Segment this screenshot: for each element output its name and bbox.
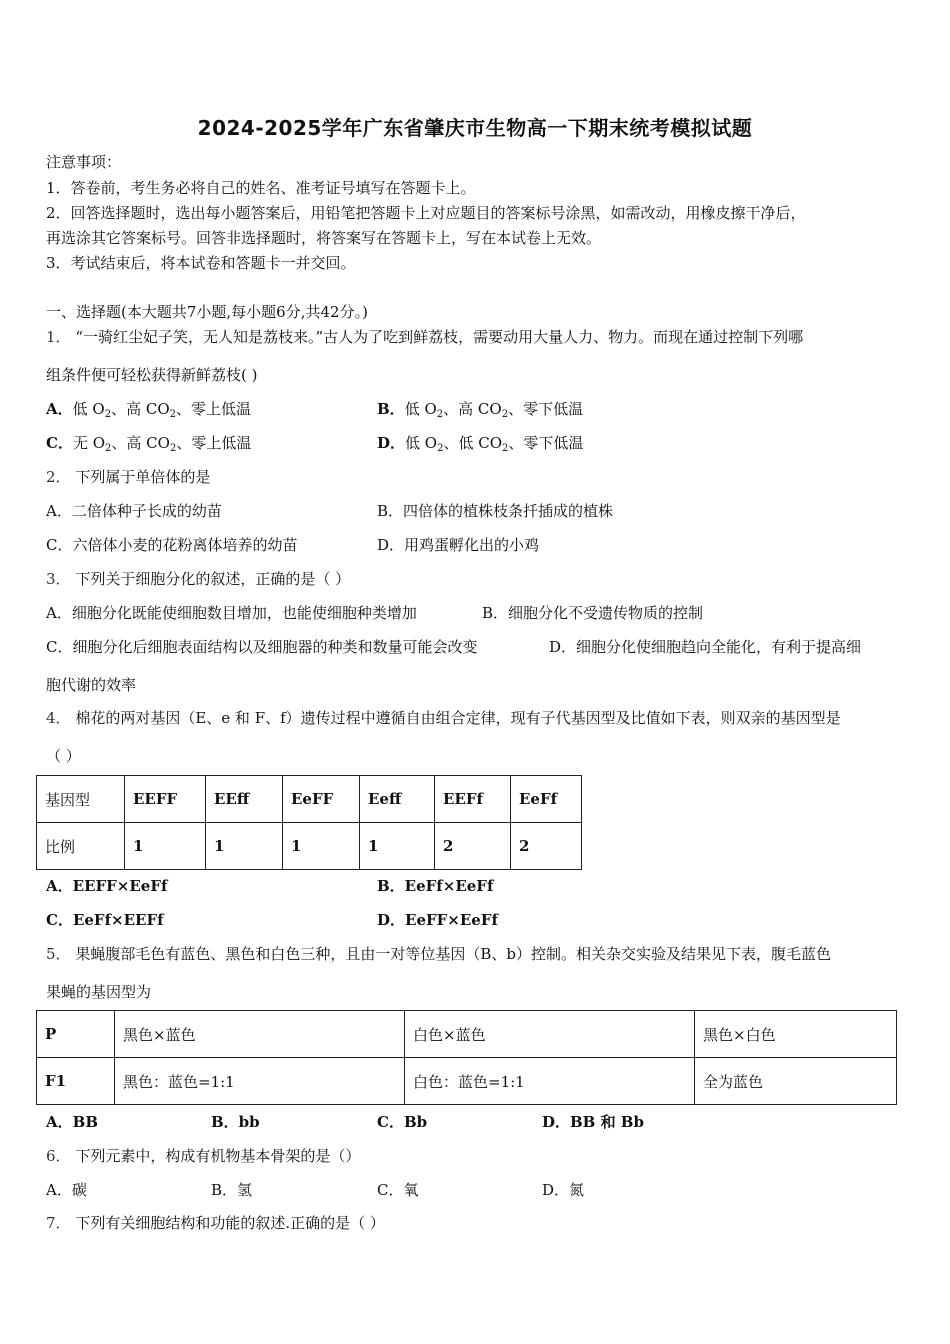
option-c[interactable]: C．六倍体小麦的花粉离体培养的幼苗 xyxy=(46,536,298,554)
table-row xyxy=(37,776,582,823)
table-cell: 全为蓝色 xyxy=(695,1058,897,1105)
option-a[interactable]: A．碳 xyxy=(46,1181,87,1199)
question-number: 1． xyxy=(46,328,71,346)
table-row xyxy=(37,1011,897,1058)
table-cell: 白色×蓝色 xyxy=(405,1011,695,1058)
genotype-table xyxy=(36,775,582,870)
option-a[interactable]: A．二倍体种子长成的幼苗 xyxy=(46,502,222,520)
section-heading: 一、选择题(本大题共7小题,每小题6分,共42分。) xyxy=(46,303,368,321)
question-text: 果蝇腹部毛色有蓝色、黑色和白色三种，且由一对等位基因（B、b）控制。相关杂交实验及结果见下表，腹毛蓝色 xyxy=(75,945,831,963)
table-cell: 1 xyxy=(206,823,283,870)
question-4-line-2: （ ） xyxy=(46,747,81,765)
option-a[interactable] xyxy=(46,398,251,420)
question-text: 下列属于单倍体的是 xyxy=(75,468,211,486)
subscript: 2 xyxy=(169,409,177,420)
question-number: 6． xyxy=(46,1147,71,1165)
table-cell: Eeff xyxy=(360,776,435,823)
option-c[interactable] xyxy=(46,432,251,454)
option-b[interactable]: B．细胞分化不受遗传物质的控制 xyxy=(482,604,704,622)
question-number: 3． xyxy=(46,570,71,588)
question-text: 下列关于细胞分化的叙述，正确的是（ ） xyxy=(75,570,351,588)
table-cell: EEFf xyxy=(435,776,511,823)
subscript: 2 xyxy=(104,409,112,420)
table-cell: 1 xyxy=(360,823,435,870)
question-2 xyxy=(46,466,210,487)
option-label: A． xyxy=(46,400,73,418)
option-text: 、零上低温 xyxy=(176,400,252,418)
option-text: 低 O xyxy=(72,400,105,418)
question-4 xyxy=(46,707,841,728)
table-cell: 2 xyxy=(511,823,582,870)
table-cell: 黑色×蓝色 xyxy=(115,1011,405,1058)
option-text: 、零上低温 xyxy=(176,434,252,452)
option-c[interactable]: C．细胞分化后细胞表面结构以及细胞器的种类和数量可能会改变 xyxy=(46,638,478,656)
option-c[interactable]: C．氧 xyxy=(377,1181,419,1199)
table-cell: 基因型 xyxy=(37,776,125,823)
question-text: “一骑红尘妃子笑，无人知是荔枝来。”古人为了吃到鲜荔枝，需要动用大量人力、物力。而现在通过控制下列哪 xyxy=(75,328,804,346)
question-number: 5． xyxy=(46,945,71,963)
option-label: B． xyxy=(377,400,405,418)
option-c[interactable]: C．EeFf×EEFf xyxy=(46,911,164,929)
table-cell: EeFF xyxy=(283,776,360,823)
cross-table xyxy=(36,1010,897,1105)
table-row xyxy=(37,1058,897,1105)
option-a[interactable]: A．细胞分化既能使细胞数目增加，也能使细胞种类增加 xyxy=(46,604,417,622)
option-d[interactable]: D．用鸡蛋孵化出的小鸡 xyxy=(377,536,540,554)
question-text: 下列有关细胞结构和功能的叙述.正确的是（ ） xyxy=(75,1214,385,1232)
table-cell: 1 xyxy=(125,823,206,870)
question-3 xyxy=(46,568,350,589)
question-number: 2． xyxy=(46,468,71,486)
option-d[interactable]: D．细胞分化使细胞趋向全能化，有利于提高细 xyxy=(549,638,862,656)
table-cell: F1 xyxy=(37,1058,115,1105)
question-5 xyxy=(46,943,831,964)
table-cell: 黑色：蓝色=1:1 xyxy=(115,1058,405,1105)
table-row xyxy=(37,823,582,870)
option-b[interactable]: B．四倍体的植株枝条扦插成的植株 xyxy=(377,502,614,520)
option-text: 、高 CO xyxy=(111,400,170,418)
option-b[interactable]: B．氢 xyxy=(211,1181,253,1199)
option-c[interactable]: C．Bb xyxy=(377,1113,428,1131)
subscript: 2 xyxy=(437,443,444,454)
option-d[interactable]: D．EeFF×EeFf xyxy=(377,911,498,929)
option-a[interactable]: A．EEFF×EeFf xyxy=(46,877,168,895)
question-text: 下列元素中，构成有机物基本骨架的是（） xyxy=(75,1147,361,1165)
option-text: 、高 CO xyxy=(443,400,502,418)
option-text: 无 O xyxy=(72,434,106,452)
option-d[interactable]: D．氮 xyxy=(542,1181,585,1199)
table-cell: P xyxy=(37,1011,115,1058)
option-text: 、高 CO xyxy=(111,434,170,452)
question-text: 棉花的两对基因（E、e 和 F、f）遗传过程中遵循自由组合定律，现有子代基因型及比值如下表，则双亲的基因型是 xyxy=(75,709,841,727)
table-cell: 比例 xyxy=(37,823,125,870)
table-cell: EeFf xyxy=(511,776,582,823)
question-1 xyxy=(46,326,803,347)
option-d-continued: 胞代谢的效率 xyxy=(46,676,137,694)
notice-line-2: 2．回答选择题时，选出每小题答案后，用铅笔把答题卡上对应题目的答案标号涂黑，如需改动，用橡皮擦干净后， xyxy=(46,204,806,222)
option-text: 、零下低温 xyxy=(508,434,584,452)
notice-line-1: 1．答卷前，考生务必将自己的姓名、准考证号填写在答题卡上。 xyxy=(46,179,476,197)
subscript: 2 xyxy=(436,409,444,420)
option-text: 低 O xyxy=(405,434,438,452)
table-cell: EEff xyxy=(206,776,283,823)
question-6 xyxy=(46,1145,360,1166)
notice-line-4: 3．考试结束后，将本试卷和答题卡一并交回。 xyxy=(46,254,356,272)
question-number: 7． xyxy=(46,1214,71,1232)
notice-line-3: 再选涂其它答案标号。回答非选择题时，将答案写在答题卡上，写在本试卷上无效。 xyxy=(46,229,602,247)
option-b[interactable] xyxy=(377,398,583,420)
option-label: D． xyxy=(377,434,406,452)
table-cell: 1 xyxy=(283,823,360,870)
option-d[interactable]: D．BB 和 Bb xyxy=(542,1113,644,1131)
option-b[interactable]: B．EeFf×EeFf xyxy=(377,877,494,895)
table-cell: 白色：蓝色=1:1 xyxy=(405,1058,695,1105)
question-5-line-2: 果蝇的基因型为 xyxy=(46,983,152,1001)
table-cell: 2 xyxy=(435,823,511,870)
table-cell: EEFF xyxy=(125,776,206,823)
option-text: 低 O xyxy=(404,400,437,418)
option-text: 、零下低温 xyxy=(508,400,584,418)
option-b[interactable]: B．bb xyxy=(211,1113,260,1131)
page-title: 2024-2025学年广东省肇庆市生物高一下期末统考模拟试题 xyxy=(197,116,753,140)
question-1-line-2: 组条件便可轻松获得新鲜荔枝( ) xyxy=(46,366,258,384)
table-cell: 黑色×白色 xyxy=(695,1011,897,1058)
option-label: C． xyxy=(46,434,73,452)
option-text: 、低 CO xyxy=(443,434,503,452)
subscript: 2 xyxy=(501,409,509,420)
subscript: 2 xyxy=(502,443,509,454)
subscript: 2 xyxy=(105,443,112,454)
notice-heading: 注意事项： xyxy=(46,153,122,171)
question-number: 4． xyxy=(46,709,71,727)
option-d[interactable] xyxy=(377,432,583,454)
question-7 xyxy=(46,1212,385,1233)
option-a[interactable]: A．BB xyxy=(46,1113,98,1131)
subscript: 2 xyxy=(169,443,177,454)
